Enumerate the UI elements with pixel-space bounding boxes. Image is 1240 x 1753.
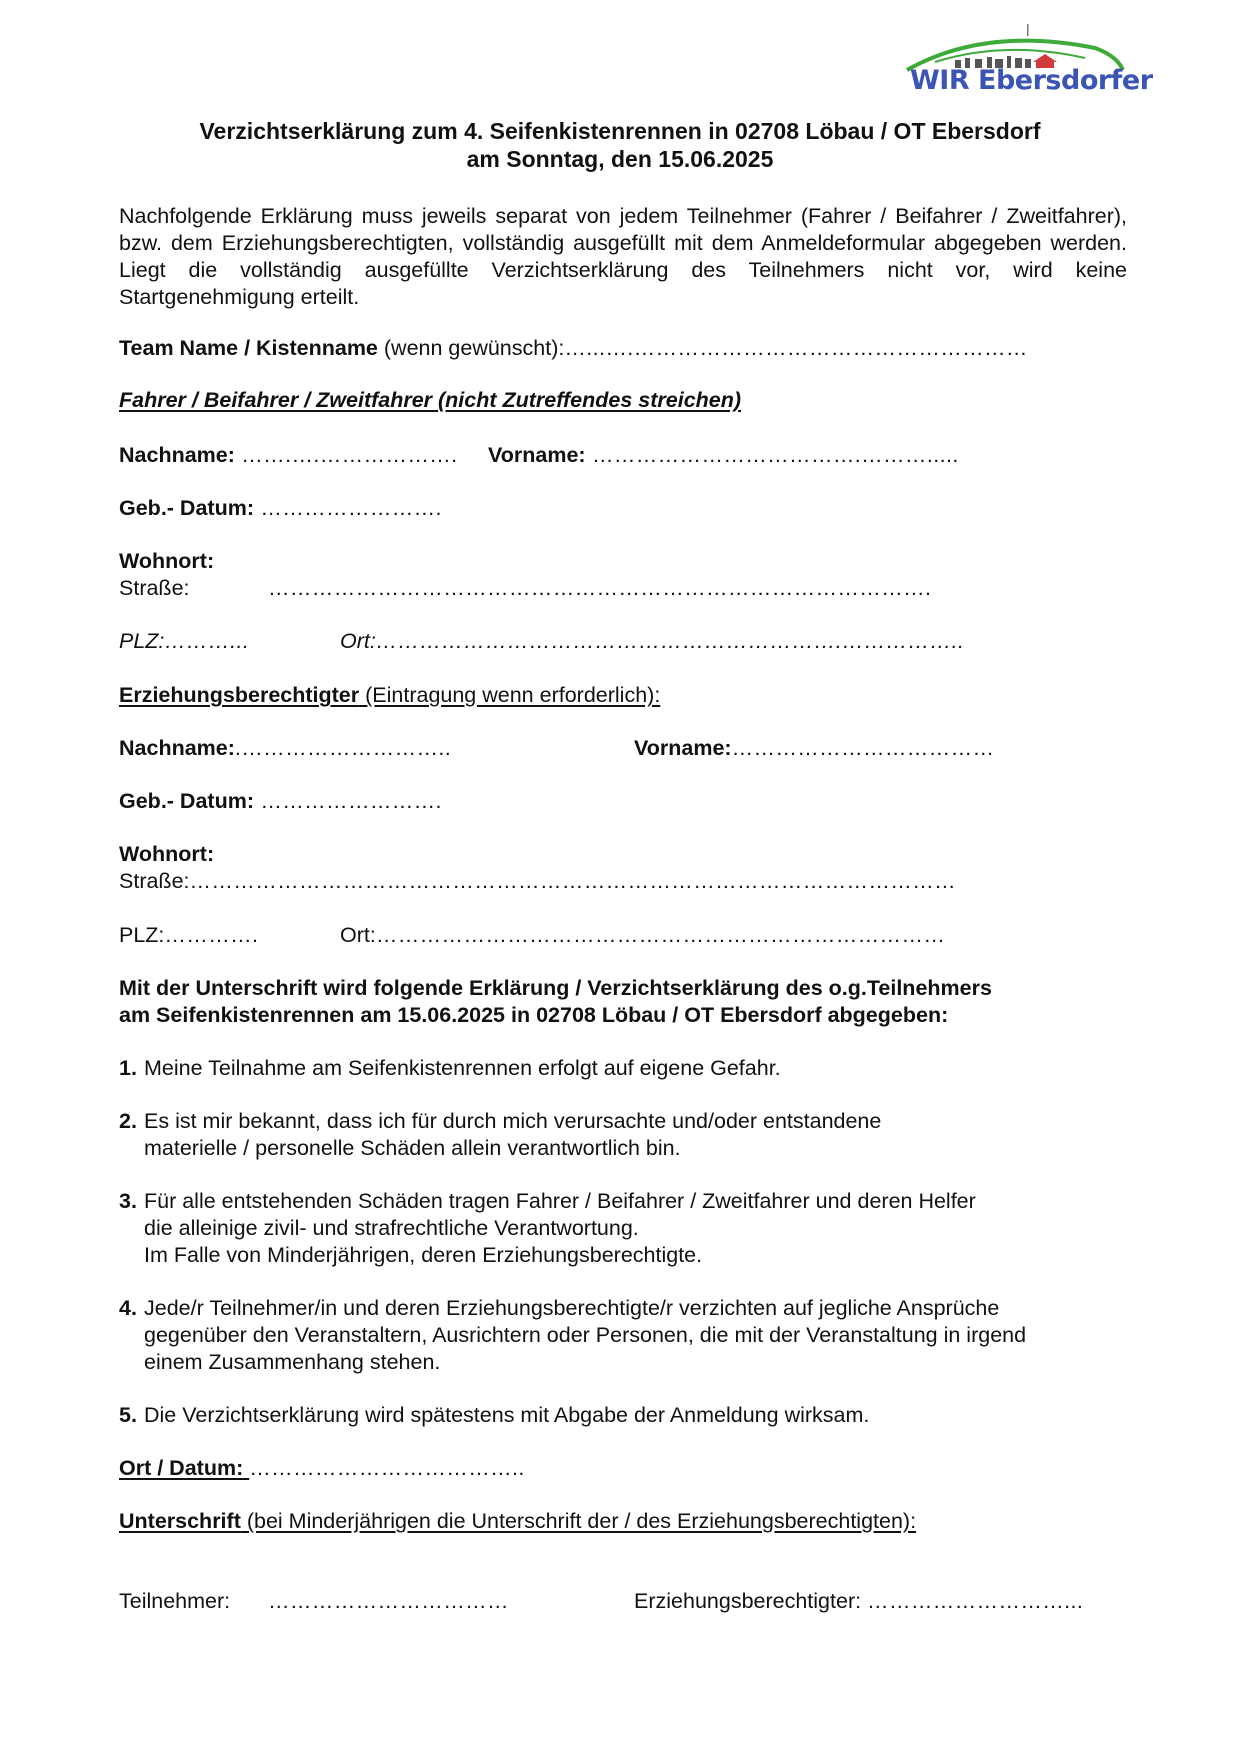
intro-paragraph: Nachfolgende Erklärung muss jeweils separat von jedem Teilnehmer (Fahrer / Beifahrer / Zweitfahrer), bzw. dem Erziehungsberechtigten, vollständig ausgefüllt mit dem Anmeldeformular abgegeben werden. Liegt die vollständig ausgefüllte Verzichtserklärung des Teilnehmers nicht vor, wird keine Startgenehmigung erteilt.	[119, 204, 1127, 309]
participant-geb-field[interactable]: …………………….	[253, 496, 442, 520]
item-1-number: 1.	[119, 1056, 137, 1080]
participant-plz-label: PLZ:	[119, 629, 165, 653]
participant-heading: Fahrer / Beifahrer / Zweitfahrer (nicht Zutreffendes streichen)	[119, 388, 742, 412]
item-4-line-1: Jede/r Teilnehmer/in und deren Erziehungsberechtigte/r verzichten auf jegliche Ansprüche	[144, 1296, 1000, 1320]
item-2-line-2: materielle / personelle Schäden allein verantwortlich bin.	[144, 1136, 681, 1160]
item-5-line-1: Die Verzichtserklärung wird spätestens mit Abgabe der Anmeldung wirksam.	[144, 1403, 870, 1427]
guardian-ort-label: Ort:	[340, 923, 376, 947]
guardian-hint: (Eintragung wenn erforderlich):	[359, 683, 661, 707]
guardian-ort-field[interactable]: ……………………………………………………………………	[375, 923, 946, 947]
item-3-line-1: Für alle entstehenden Schäden tragen Fahrer / Beifahrer / Zweitfahrer und deren Helfer	[144, 1189, 976, 1213]
team-name-row	[119, 335, 1028, 362]
title-line-2: am Sonntag, den 15.06.2025	[466, 146, 774, 172]
signature-guardian-label: Erziehungsberechtigter:	[634, 1589, 868, 1613]
item-3-line-3: Im Falle von Minderjährigen, deren Erziehungsberechtigte.	[144, 1243, 703, 1267]
signature-hint: (bei Minderjährigen die Unterschrift der / des Erziehungsberechtigten):	[240, 1509, 917, 1533]
participant-vorname-row	[488, 442, 959, 469]
participant-plz-field[interactable]: ………...	[164, 629, 250, 653]
participant-strasse-label: Straße:	[119, 576, 190, 600]
participant-ort-field[interactable]: ……………………………………………………….……………..	[375, 629, 965, 653]
team-name-hint: (wenn gewünscht):	[377, 336, 565, 360]
guardian-geb-label: Geb.- Datum:	[119, 789, 254, 813]
guardian-geb-field[interactable]: …………………….	[253, 789, 442, 813]
guardian-wohnort-label: Wohnort:	[119, 842, 215, 866]
participant-vorname-field[interactable]: ……………………………….……….....	[585, 443, 959, 467]
participant-wohnort-label: Wohnort:	[119, 549, 215, 573]
guardian-heading-row	[119, 682, 660, 709]
guardian-vorname-row	[634, 735, 994, 762]
signature-label: Unterschrift	[119, 1509, 241, 1533]
team-name-field[interactable]: …...….………………………………………………	[564, 336, 1028, 360]
ort-datum-label: Ort / Datum:	[119, 1456, 250, 1480]
guardian-vorname-field[interactable]: ………………………………	[731, 736, 995, 760]
signature-guardian-row	[634, 1588, 1083, 1615]
participant-strasse-field[interactable]: ……………………………………………………………………………….	[268, 576, 932, 600]
ort-datum-field[interactable]: ………………………………..	[249, 1456, 525, 1480]
participant-plz-row	[119, 628, 249, 655]
item-5-number: 5.	[119, 1403, 137, 1427]
guardian-nachname-row	[119, 735, 451, 762]
participant-vorname-label: Vorname:	[488, 443, 586, 467]
team-name-label: Team Name / Kistenname	[119, 336, 378, 360]
item-2-number: 2.	[119, 1109, 137, 1133]
item-4-line-3: einem Zusammenhang stehen.	[144, 1350, 441, 1374]
guardian-geb-row	[119, 788, 442, 815]
guardian-strasse-label: Straße:	[119, 869, 190, 893]
item-2-line-1: Es ist mir bekannt, dass ich für durch mich verursachte und/oder entstandene	[144, 1109, 882, 1133]
guardian-plz-field[interactable]: ………….	[164, 923, 259, 947]
signature-guardian-field[interactable]: ………………………...	[867, 1589, 1084, 1613]
participant-ort-label: Ort:	[340, 629, 376, 653]
guardian-vorname-label: Vorname:	[634, 736, 732, 760]
participant-geb-row	[119, 495, 442, 522]
guardian-nachname-field[interactable]: .………………………..	[234, 736, 452, 760]
participant-nachname-field[interactable]: …….….……………….	[234, 443, 458, 467]
item-3-number: 3.	[119, 1189, 137, 1213]
signature-teilnehmer-label: Teilnehmer:	[119, 1589, 231, 1613]
declaration-line-1: Mit der Unterschrift wird folgende Erklärung / Verzichtserklärung des o.g.Teilnehmers	[119, 976, 992, 1000]
participant-ort-row	[340, 628, 964, 655]
participant-name-row	[119, 442, 458, 469]
item-1-line-1: Meine Teilnahme am Seifenkistenrennen erfolgt auf eigene Gefahr.	[144, 1056, 781, 1080]
item-4-line-2: gegenüber den Veranstaltern, Ausrichtern oder Personen, die mit der Veranstaltung in irgend	[144, 1323, 1027, 1347]
participant-nachname-label: Nachname:	[119, 443, 235, 467]
guardian-strasse-row	[119, 868, 956, 895]
guardian-nachname-label: Nachname:	[119, 736, 235, 760]
participant-geb-label: Geb.- Datum:	[119, 496, 254, 520]
declaration-line-2: am Seifenkistenrennen am 15.06.2025 in 02708 Löbau / OT Ebersdorf abgegeben:	[119, 1003, 949, 1027]
item-3-line-2: die alleinige zivil- und strafrechtliche Verantwortung.	[144, 1216, 639, 1240]
guardian-plz-label: PLZ:	[119, 923, 165, 947]
guardian-plz-row	[119, 922, 258, 949]
item-4-number: 4.	[119, 1296, 137, 1320]
ort-datum-row	[119, 1455, 525, 1482]
guardian-strasse-field[interactable]: ……………………………………………………………………………………………	[189, 869, 956, 893]
signature-teilnehmer-field[interactable]: ……………………………	[268, 1589, 509, 1613]
guardian-ort-row	[340, 922, 945, 949]
title-line-1: Verzichtserklärung zum 4. Seifenkistenrennen in 02708 Löbau / OT Ebersdorf	[199, 118, 1041, 144]
signature-heading-row	[119, 1508, 916, 1535]
logo-text: WIR Ebersdorfer	[910, 65, 1153, 96]
guardian-heading: Erziehungsberechtigter	[119, 683, 360, 707]
